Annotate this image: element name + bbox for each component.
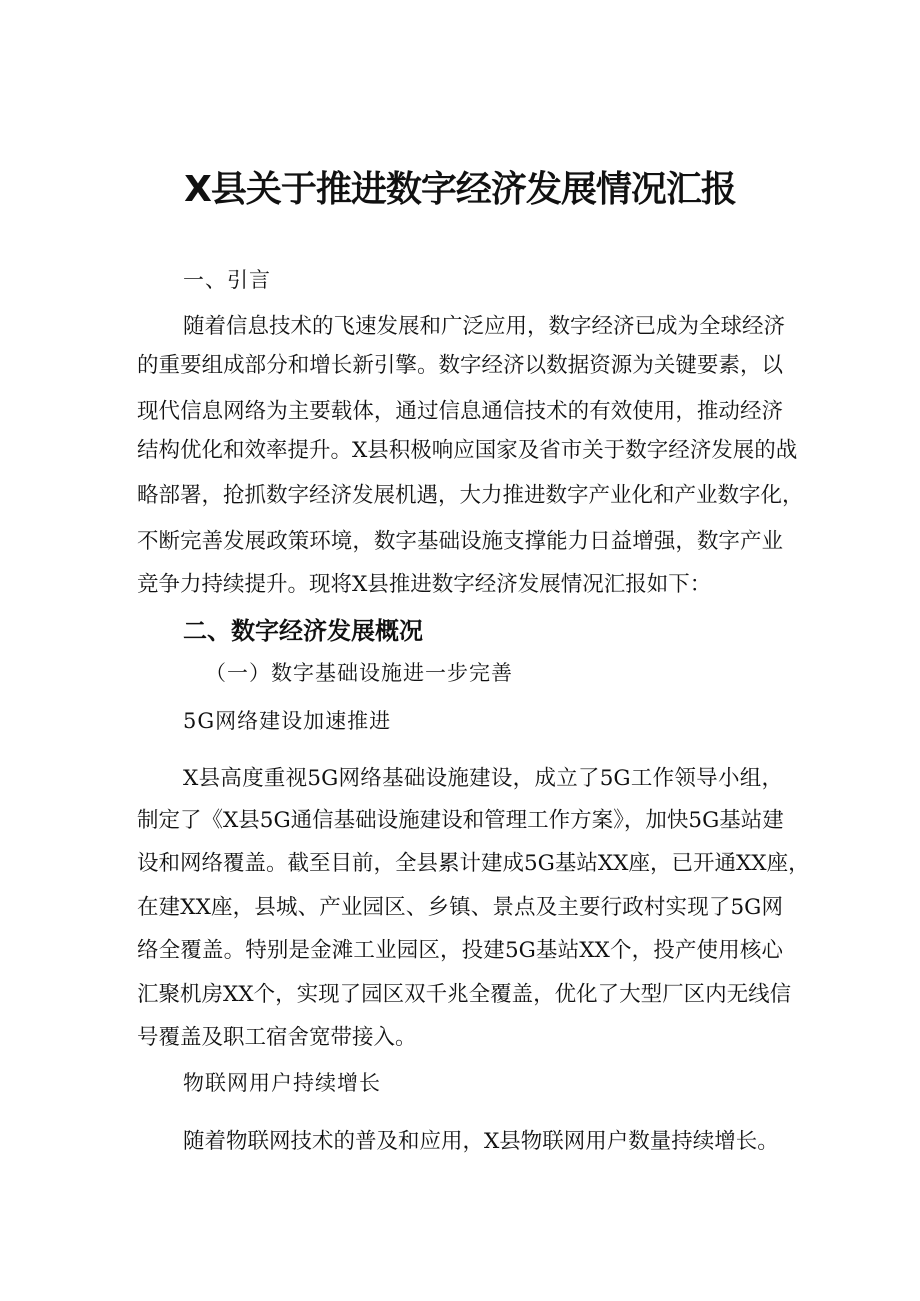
paragraph-line: 汇聚机房XX个，实现了园区双千兆全覆盖，优化了大型厂区内无线信 — [137, 982, 792, 1007]
section-heading-intro: 一、引言 — [183, 268, 271, 292]
document-title: X县关于推进数字经济发展情况汇报 — [184, 169, 736, 210]
paragraph-line: 随着物联网技术的普及和应用，X县物联网用户数量持续增长。 — [183, 1129, 779, 1154]
paragraph-line: 随着信息技术的飞速发展和广泛应用，数字经济已成为全球经济 — [183, 314, 786, 339]
paragraph-line: 制定了《X县5G通信基础设施建设和管理工作方案》，加快5G基站建 — [137, 808, 784, 833]
item-heading-5g: 5G网络建设加速推进 — [183, 709, 392, 733]
section-heading-overview: 二、数字经济发展概况 — [183, 617, 423, 645]
item-heading-iot: 物联网用户持续增长 — [183, 1071, 381, 1095]
subsection-heading: （一）数字基础设施进一步完善 — [205, 661, 513, 685]
paragraph-line: 结构优化和效率提升。X县积极响应国家及省市关于数字经济发展的战 — [137, 438, 798, 463]
paragraph-line: 现代信息网络为主要载体，通过信息通信技术的有效使用，推动经济 — [137, 399, 783, 424]
paragraph-line: X县高度重视5G网络基础设施建设，成立了5G工作领导小组， — [183, 766, 783, 791]
paragraph-line: 竞争力持续提升。现将X县推进数字经济发展情况汇报如下： — [137, 572, 712, 597]
paragraph-line: 的重要组成部分和增长新引擎。数字经济以数据资源为关键要素，以 — [137, 353, 783, 378]
paragraph-line: 略部署，抢抓数字经济发展机遇，大力推进数字产业化和产业数字化， — [137, 483, 804, 508]
paragraph-line: 号覆盖及职工宿舍宽带接入。 — [137, 1025, 417, 1050]
paragraph-line: 设和网络覆盖。截至目前，全县累计建成5G基站XX座，已开通XX座， — [137, 851, 810, 876]
paragraph-line: 在建XX座，县城、产业园区、乡镇、景点及主要行政村实现了5G网 — [137, 895, 783, 920]
paragraph-line: 络全覆盖。特别是金滩工业园区，投建5G基站XX个，投产使用核心 — [137, 938, 783, 963]
paragraph-line: 不断完善发展政策环境，数字基础设施支撑能力日益增强，数字产业 — [137, 529, 783, 554]
